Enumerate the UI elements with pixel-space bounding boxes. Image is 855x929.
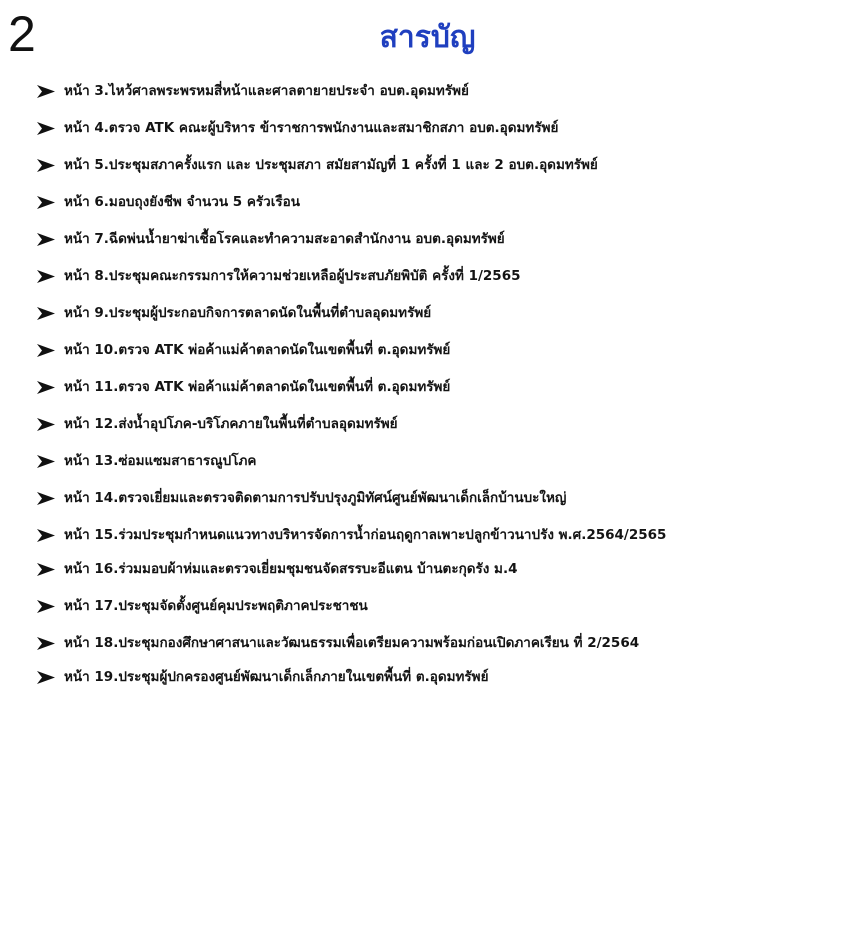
toc-item-label: หน้า 10.ตรวจ ATK พ่อค้าแม่ค้าตลาดนัดในเขตพื้นที่ ต.อุดมทรัพย์ xyxy=(64,342,451,358)
toc-item[interactable] xyxy=(36,230,846,249)
arrowhead-bullet-icon xyxy=(36,491,56,506)
toc-item[interactable] xyxy=(36,341,846,360)
arrowhead-bullet-icon xyxy=(36,380,56,395)
arrowhead-bullet-icon xyxy=(36,269,56,284)
toc-item[interactable] xyxy=(36,415,846,434)
arrowhead-bullet-icon xyxy=(36,195,56,210)
toc-item-label: หน้า 7.ฉีดพ่นน้ำยาฆ่าเชื้อโรคและทำความสะอาดสำนักงาน อบต.อุดมทรัพย์ xyxy=(64,231,505,247)
toc-item[interactable] xyxy=(36,597,846,616)
toc-item-label: หน้า 4.ตรวจ ATK คณะผู้บริหาร ข้าราชการพนักงานและสมาชิกสภา อบต.อุดมทรัพย์ xyxy=(64,120,559,136)
toc-item[interactable] xyxy=(36,82,846,101)
arrowhead-bullet-icon xyxy=(36,528,56,543)
toc-item[interactable] xyxy=(36,156,846,175)
toc-item-label: หน้า 17.ประชุมจัดตั้งศูนย์คุมประพฤติภาคประชาชน xyxy=(64,598,368,614)
arrowhead-bullet-icon xyxy=(36,417,56,432)
toc-item-label: หน้า 18.ประชุมกองศึกษาศาสนาและวัฒนธรรมเพื่อเตรียมความพร้อมก่อนเปิดภาคเรียน ที่ 2/2564 xyxy=(64,635,640,651)
arrowhead-bullet-icon xyxy=(36,343,56,358)
arrowhead-bullet-icon xyxy=(36,636,56,651)
arrowhead-bullet-icon xyxy=(36,232,56,247)
toc-item-label: หน้า 3.ไหว้ศาลพระพรหมสี่หน้าและศาลตายายประจำ อบต.อุดมทรัพย์ xyxy=(64,83,469,99)
toc-item[interactable] xyxy=(36,668,846,687)
toc-item[interactable] xyxy=(36,489,846,508)
arrowhead-bullet-icon xyxy=(36,599,56,614)
toc-item-label: หน้า 8.ประชุมคณะกรรมการให้ความช่วยเหลือผู้ประสบภัยพิบัติ ครั้งที่ 1/2565 xyxy=(64,268,521,284)
arrowhead-bullet-icon xyxy=(36,454,56,469)
toc-item[interactable] xyxy=(36,267,846,286)
toc-item[interactable] xyxy=(36,304,846,323)
toc-item-label: หน้า 15.ร่วมประชุมกำหนดแนวทางบริหารจัดการน้ำก่อนฤดูกาลเพาะปลูกข้าวนาปรัง พ.ศ.2564/2565 xyxy=(64,527,667,543)
arrowhead-bullet-icon xyxy=(36,670,56,685)
toc-item-label: หน้า 19.ประชุมผู้ปกครองศูนย์พัฒนาเด็กเล็กภายในเขตพื้นที่ ต.อุดมทรัพย์ xyxy=(64,669,489,685)
toc-item-label: หน้า 5.ประชุมสภาครั้งแรก และ ประชุมสภา สมัยสามัญที่ 1 ครั้งที่ 1 และ 2 อบต.อุดมทรัพย์ xyxy=(64,157,598,173)
toc-item-label: หน้า 13.ซ่อมแซมสาธารณูปโภค xyxy=(64,453,257,469)
page-number: 2 xyxy=(8,6,36,62)
toc-item-label: หน้า 6.มอบถุงยังชีพ จำนวน 5 ครัวเรือน xyxy=(64,194,300,210)
page-title: สารบัญ xyxy=(379,20,476,55)
toc-item[interactable] xyxy=(36,526,846,545)
toc-item-label: หน้า 14.ตรวจเยี่ยมและตรวจติดตามการปรับปรุงภูมิทัศน์ศูนย์พัฒนาเด็กเล็กบ้านบะใหญ่ xyxy=(64,490,567,506)
toc-item-label: หน้า 9.ประชุมผู้ประกอบกิจการตลาดนัดในพื้นที่ตำบลอุดมทรัพย์ xyxy=(64,305,432,321)
arrowhead-bullet-icon xyxy=(36,306,56,321)
toc-item[interactable] xyxy=(36,119,846,138)
arrowhead-bullet-icon xyxy=(36,562,56,577)
table-of-contents xyxy=(36,82,846,705)
toc-item[interactable] xyxy=(36,560,846,579)
toc-item-label: หน้า 12.ส่งน้ำอุปโภค-บริโภคภายในพื้นที่ตำบลอุดมทรัพย์ xyxy=(64,416,398,432)
toc-item-label: หน้า 11.ตรวจ ATK พ่อค้าแม่ค้าตลาดนัดในเขตพื้นที่ ต.อุดมทรัพย์ xyxy=(64,379,451,395)
arrowhead-bullet-icon xyxy=(36,158,56,173)
toc-item[interactable] xyxy=(36,634,846,653)
toc-item[interactable] xyxy=(36,193,846,212)
toc-item[interactable] xyxy=(36,452,846,471)
toc-item-label: หน้า 16.ร่วมมอบผ้าห่มและตรวจเยี่ยมชุมชนจัดสรรบะอีแตน บ้านตะกุดรัง ม.4 xyxy=(64,561,518,577)
toc-item[interactable] xyxy=(36,378,846,397)
arrowhead-bullet-icon xyxy=(36,84,56,99)
arrowhead-bullet-icon xyxy=(36,121,56,136)
